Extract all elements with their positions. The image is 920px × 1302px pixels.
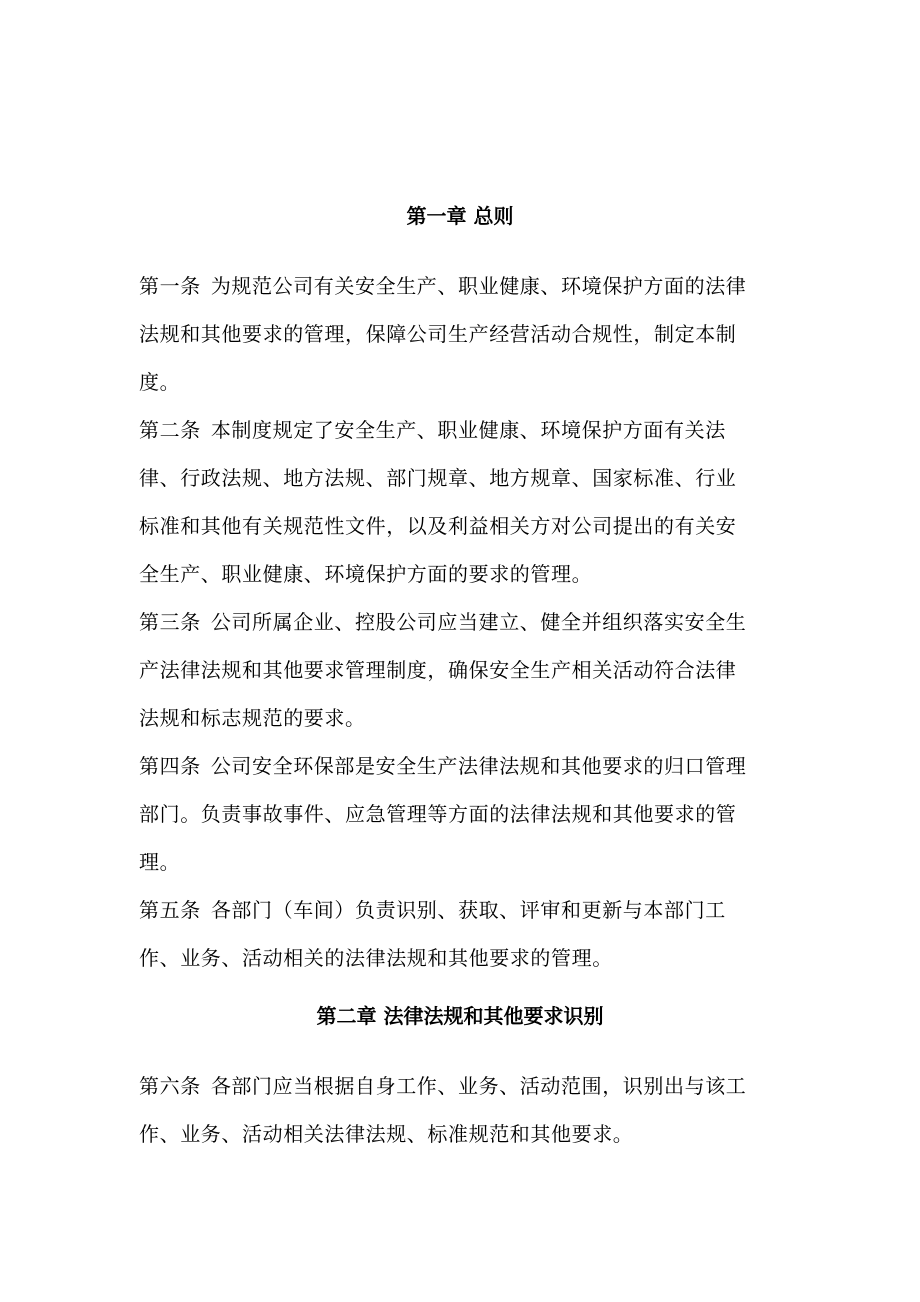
article-text: 各部门应当根据自身工作、业务、活动范围，识别出与该工 bbox=[210, 1074, 747, 1098]
article-number: 第五条 bbox=[139, 898, 201, 922]
article-text: 度。 bbox=[139, 370, 181, 394]
article-3 bbox=[139, 598, 781, 742]
article-text: 本制度规定了安全生产、职业健康、环境保护方面有关法 bbox=[210, 418, 726, 442]
article-2 bbox=[139, 406, 781, 598]
article-6 bbox=[139, 1062, 781, 1158]
article-text: 理。 bbox=[139, 850, 181, 874]
article-text: 为规范公司有关安全生产、职业健康、环境保护方面的法律 bbox=[210, 274, 747, 298]
chapter-2-articles bbox=[139, 1062, 781, 1158]
chapter-2-title: 第二章 法律法规和其他要求识别 bbox=[316, 1004, 604, 1028]
article-text: 律、行政法规、地方法规、部门规章、地方规章、国家标准、行业 bbox=[139, 466, 737, 490]
article-number: 第二条 bbox=[139, 418, 201, 442]
article-text: 产法律法规和其他要求管理制度，确保安全生产相关活动符合法律 bbox=[139, 658, 737, 682]
article-text: 全生产、职业健康、环境保护方面的要求的管理。 bbox=[139, 562, 593, 586]
article-text: 公司安全环保部是安全生产法律法规和其他要求的归口管理 bbox=[210, 754, 747, 778]
article-number: 第四条 bbox=[139, 754, 201, 778]
article-text: 法规和其他要求的管理，保障公司生产经营活动合规性，制定本制 bbox=[139, 322, 737, 346]
article-text: 公司所属企业、控股公司应当建立、健全并组织落实安全生 bbox=[210, 610, 747, 634]
article-text: 标准和其他有关规范性文件，以及利益相关方对公司提出的有关安 bbox=[139, 514, 737, 538]
article-text: 作、业务、活动相关的法律法规和其他要求的管理。 bbox=[139, 946, 613, 970]
article-4 bbox=[139, 742, 781, 886]
article-number: 第一条 bbox=[139, 274, 201, 298]
article-text: 法规和标志规范的要求。 bbox=[139, 706, 366, 730]
article-number: 第六条 bbox=[139, 1074, 201, 1098]
article-5 bbox=[139, 886, 781, 982]
article-1 bbox=[139, 262, 781, 406]
chapter-1-title: 第一章 总则 bbox=[406, 204, 514, 228]
article-text: 部门。负责事故事件、应急管理等方面的法律法规和其他要求的管 bbox=[139, 802, 737, 826]
article-text: 各部门（车间）负责识别、获取、评审和更新与本部门工 bbox=[210, 898, 726, 922]
article-text: 作、业务、活动相关法律法规、标准规范和其他要求。 bbox=[139, 1122, 634, 1146]
article-number: 第三条 bbox=[139, 610, 201, 634]
chapter-1-articles bbox=[139, 262, 781, 982]
